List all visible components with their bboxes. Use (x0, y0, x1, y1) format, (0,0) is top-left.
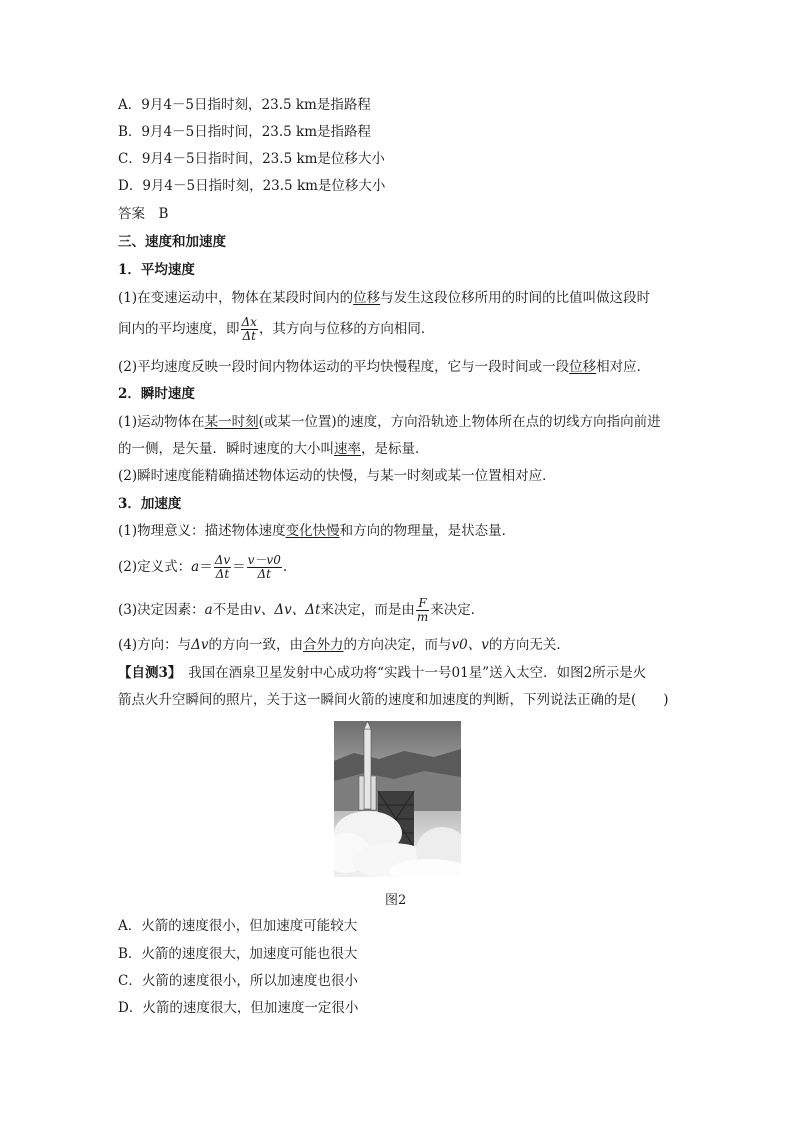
paragraph-line: (1)运动物体在某一时刻(或某一位置)的速度，方向沿轨迹上物体所在点的切线方向指向前进 (118, 414, 661, 430)
paragraph-line: (2)瞬时速度能精确描述物体运动的快慢，与某一时刻或某一位置相对应． (118, 468, 556, 484)
subsection-acceleration: 3．加速度 (118, 496, 182, 512)
rocket-launch-photo (334, 721, 461, 877)
self-test-question: 【自测3】 我国在酒泉卫星发射中心成功将“实践十一号01星”送入太空．如图2所示是火 (118, 665, 647, 681)
paragraph-line: (1)在变速运动中，物体在某段时间内的位移与发生这段位移所用的时间的比值叫做这段时 (118, 290, 651, 306)
answer: 答案 B (118, 206, 169, 222)
option-b: B．火箭的速度很大，加速度可能也很大 (118, 946, 358, 962)
direction-line: (4)方向：与Δv的方向一致，由合外力的方向决定，而与v0、v的方向无关． (118, 637, 570, 653)
self-test-question-cont: 箭点火升空瞬间的照片，关于这一瞬间火箭的速度和加速度的判断，下列说法正确的是( ) (118, 692, 669, 708)
subsection-average-velocity: 1．平均速度 (118, 262, 195, 278)
option-d: D．火箭的速度很大，但加速度一定很小 (118, 1000, 359, 1016)
option-a: A．火箭的速度很小，但加速度可能较大 (118, 918, 358, 934)
prev-option-a: A．9月4－5日指时刻，23.5 km是指路程 (118, 97, 371, 113)
self-test-tag: 【自测3】 (118, 665, 175, 681)
paragraph-line: 间内的平均速度，即 $\frac{\Delta x}{\Delta t}$ ，其方向与位移的方向相同． (118, 315, 435, 343)
fraction-dv-dt: $\frac{\Delta v}{\Delta t}$ (214, 553, 231, 581)
option-c: C．火箭的速度很小，所以加速度也很小 (118, 973, 358, 989)
fraction-dx-dt: $\frac{\Delta x}{\Delta t}$ (241, 315, 257, 343)
paragraph-line: (1)物理意义：描述物体速度变化快慢和方向的物理量，是状态量． (118, 523, 516, 539)
determining-factors: (3)决定因素：a不是由v、Δv、Δt来决定，而是由 $\frac{F}{m}$ 来决定． (118, 596, 485, 624)
figure-caption: 图2 (385, 893, 407, 908)
prev-option-c: C．9月4－5日指时间，23.5 km是位移大小 (118, 151, 385, 167)
fraction-f-m: $\frac{F}{m}$ (416, 596, 429, 624)
prev-option-b: B．9月4－5日指时间，23.5 km是指路程 (118, 124, 372, 140)
definition-formula: (2)定义式：a＝ $\frac{\Delta v}{\Delta t}$ ＝ $\frac{v-v0}{\Delta t}$ . (118, 553, 288, 581)
section-title: 三、速度和加速度 (118, 234, 226, 250)
rocket-launch-image (334, 721, 461, 877)
fraction-v-v0-dt: $\frac{v-v0}{\Delta t}$ (247, 553, 281, 581)
prev-option-d: D．9月4－5日指时刻，23.5 km是位移大小 (118, 178, 386, 194)
subsection-instant-velocity: 2．瞬时速度 (118, 386, 195, 402)
paragraph-line: (2)平均速度反映一段时间内物体运动的平均快慢程度，它与一段时间或一段位移相对应． (118, 359, 651, 375)
paragraph-line: 的一侧，是矢量．瞬时速度的大小叫速率，是标量． (118, 441, 429, 457)
